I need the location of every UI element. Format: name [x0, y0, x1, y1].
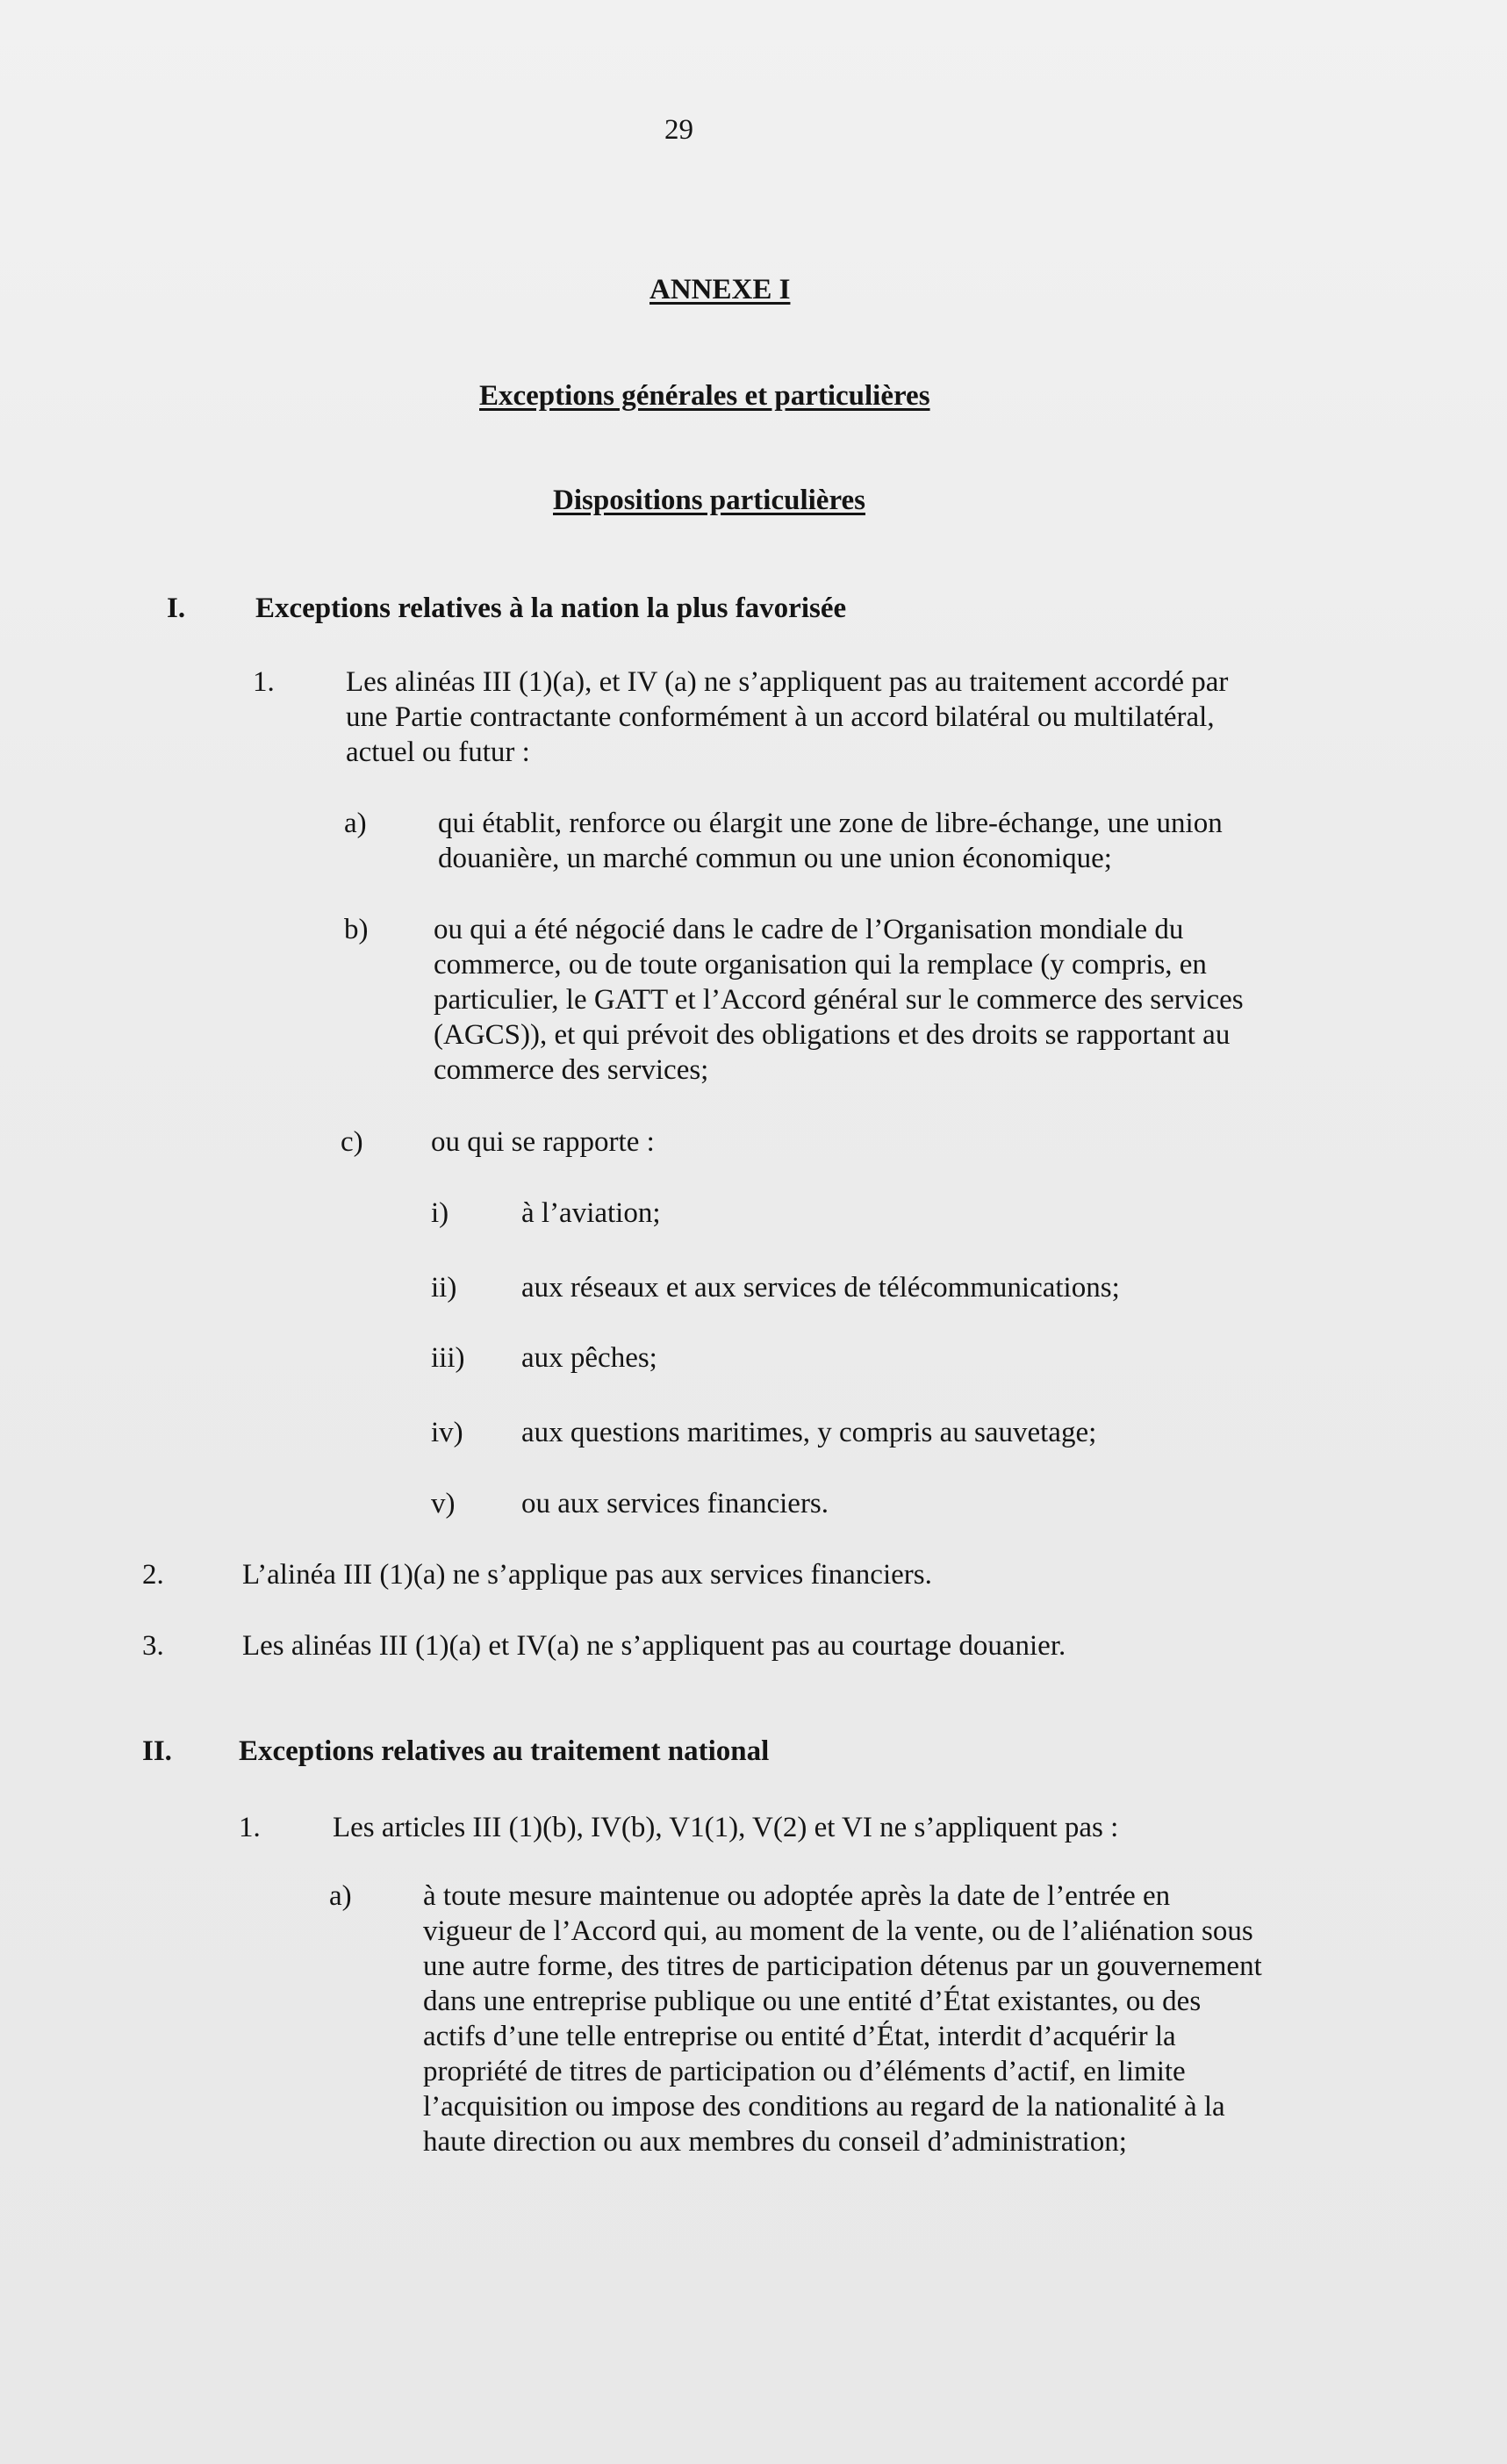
subitem-text-v: ou aux services financiers.: [521, 1488, 829, 1519]
part-i-number: I.: [167, 593, 186, 624]
document-subtitle: Exceptions générales et particulières: [479, 380, 930, 412]
part-ii-paragraph-number: 1.: [239, 1812, 261, 1843]
subitem-label-ii: ii): [431, 1272, 457, 1304]
part-ii-item-label-a: a): [329, 1880, 352, 1912]
subitem-label-i: i): [431, 1197, 449, 1229]
subitem-text-ii: aux réseaux et aux services de télécommunications;: [521, 1272, 1120, 1304]
part-i-paragraph-text: Les alinéas III (1)(a), et IV (a) ne s’appliquent pas au traitement accordé par une Partie contractante conformément à un accord bilatéral ou multilatéral, actuel ou futur :: [346, 666, 1229, 768]
page-number: 29: [664, 114, 693, 146]
item-label-a: a): [344, 808, 367, 839]
part-ii-item-text-a: à toute mesure maintenue ou adoptée après la date de l’entrée en vigueur de l’Accord qui, au moment de la vente, ou de l’aliénation sous une autre forme, des titres de participation détenus par un gouvernement dans une entreprise publique ou une entité d’État existantes, ou des actifs d’une telle entreprise ou entité d’État, interdit d’acquérir la propriété de titres de participation ou d’éléments d’actif, en limite l’acquisition ou impose des conditions au regard de la nationalité à la haute direction ou aux membres du conseil d’administration;: [423, 1880, 1262, 2158]
subitem-label-v: v): [431, 1488, 456, 1519]
item-text-b: ou qui a été négocié dans le cadre de l’Organisation mondiale du commerce, ou de toute organisation qui la remplace (y compris, en particulier, le GATT et l’Accord général sur le commerce des services (AGCS)), et qui prévoit des obligations et des droits se rapportant au commerce des services;: [434, 914, 1244, 1086]
item-text-c: ou qui se rapporte :: [431, 1126, 655, 1158]
item-label-c: c): [341, 1126, 363, 1158]
part-i-paragraph-2-number: 2.: [142, 1559, 164, 1591]
part-i-paragraph-3-number: 3.: [142, 1630, 164, 1662]
part-i-paragraph-3-text: Les alinéas III (1)(a) et IV(a) ne s’appliquent pas au courtage douanier.: [242, 1630, 1066, 1662]
annex-title: ANNEXE I: [649, 274, 791, 305]
subitem-label-iv: iv): [431, 1417, 463, 1448]
subitem-text-iv: aux questions maritimes, y compris au sauvetage;: [521, 1417, 1097, 1448]
part-i-paragraph-number: 1.: [253, 666, 275, 698]
section-heading: Dispositions particulières: [553, 485, 865, 516]
part-ii-paragraph-text: Les articles III (1)(b), IV(b), V1(1), V(2) et VI ne s’appliquent pas :: [333, 1812, 1119, 1843]
part-i-paragraph-2-text: L’alinéa III (1)(a) ne s’applique pas aux services financiers.: [242, 1559, 932, 1591]
subitem-text-iii: aux pêches;: [521, 1342, 657, 1374]
subitem-text-i: à l’aviation;: [521, 1197, 661, 1229]
part-ii-heading: Exceptions relatives au traitement national: [239, 1735, 770, 1767]
subitem-label-iii: iii): [431, 1342, 465, 1374]
item-text-a: qui établit, renforce ou élargit une zone de libre-échange, une union douanière, un marché commun ou une union économique;: [438, 808, 1223, 874]
item-label-b: b): [344, 914, 369, 945]
part-ii-number: II.: [142, 1735, 172, 1767]
part-i-heading: Exceptions relatives à la nation la plus favorisée: [255, 593, 847, 624]
